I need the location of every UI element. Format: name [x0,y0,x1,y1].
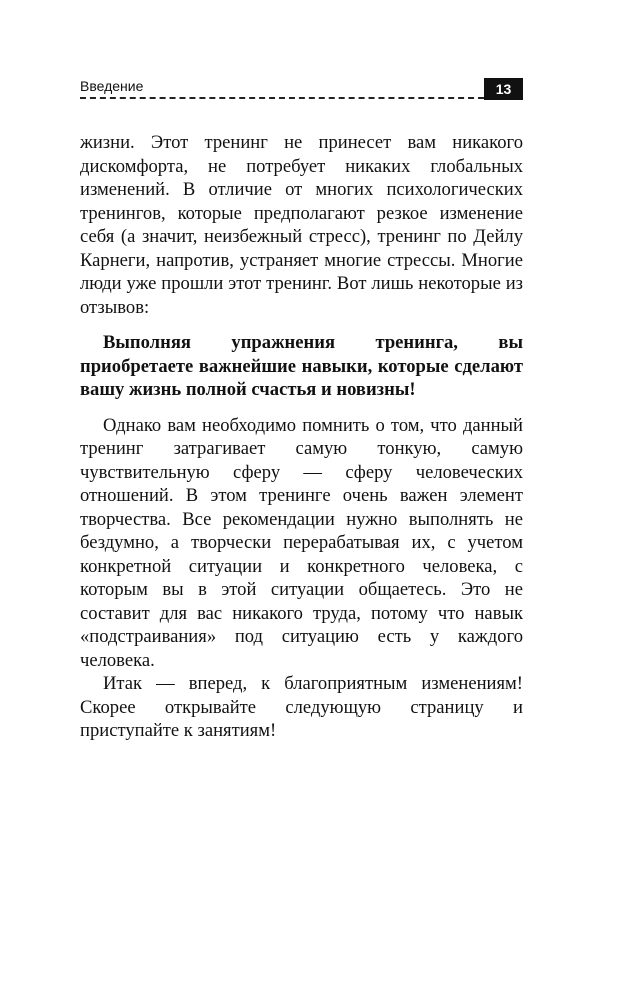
header-dashed-rule [80,97,484,99]
bold-testimonial: Выполняя упражнения тренинга, вы приобретаете важнейшие навыки, которые сделают вашу жизнь полной счастья и новизны! [80,332,523,400]
paragraph-continuation: жизни. Этот тренинг не принесет вам никакого дискомфорта, не потребует никаких глобальных изменений. В отличие от многих психологических тренингов, которые предполагают резкое изменение себя (а значит, неизбежный стресс), тренинг по Дейлу Карнеги, напротив, устраняет многие стрессы. Многие люди уже прошли этот тренинг. Вот лишь некоторые из отзывов: [80,132,523,318]
paragraph-creativity: Однако вам необходимо помнить о том, что данный тренинг затрагивает самую тонкую, самую чувствительную сферу — сферу человеческих отношений. В этом тренинге очень важен элемент творчества. Все рекомендации нужно выполнять не бездумно, а творчески перерабатывая их, с учетом конкретной ситуации и конкретного человека, с которым вы в этой ситуации общаетесь. Это не составит для вас никакого труда, потому что навык «подстраивания» под ситуацию есть у каждого человека. [80,414,523,671]
section-title: Введение [80,78,144,94]
page-number: 13 [484,78,523,100]
running-header [80,76,523,104]
page-body [80,131,523,743]
paragraph-forward: Итак — вперед, к благоприятным изменениям! Скорее открывайте следующую страницу и приступайте к занятиям! [80,673,523,741]
